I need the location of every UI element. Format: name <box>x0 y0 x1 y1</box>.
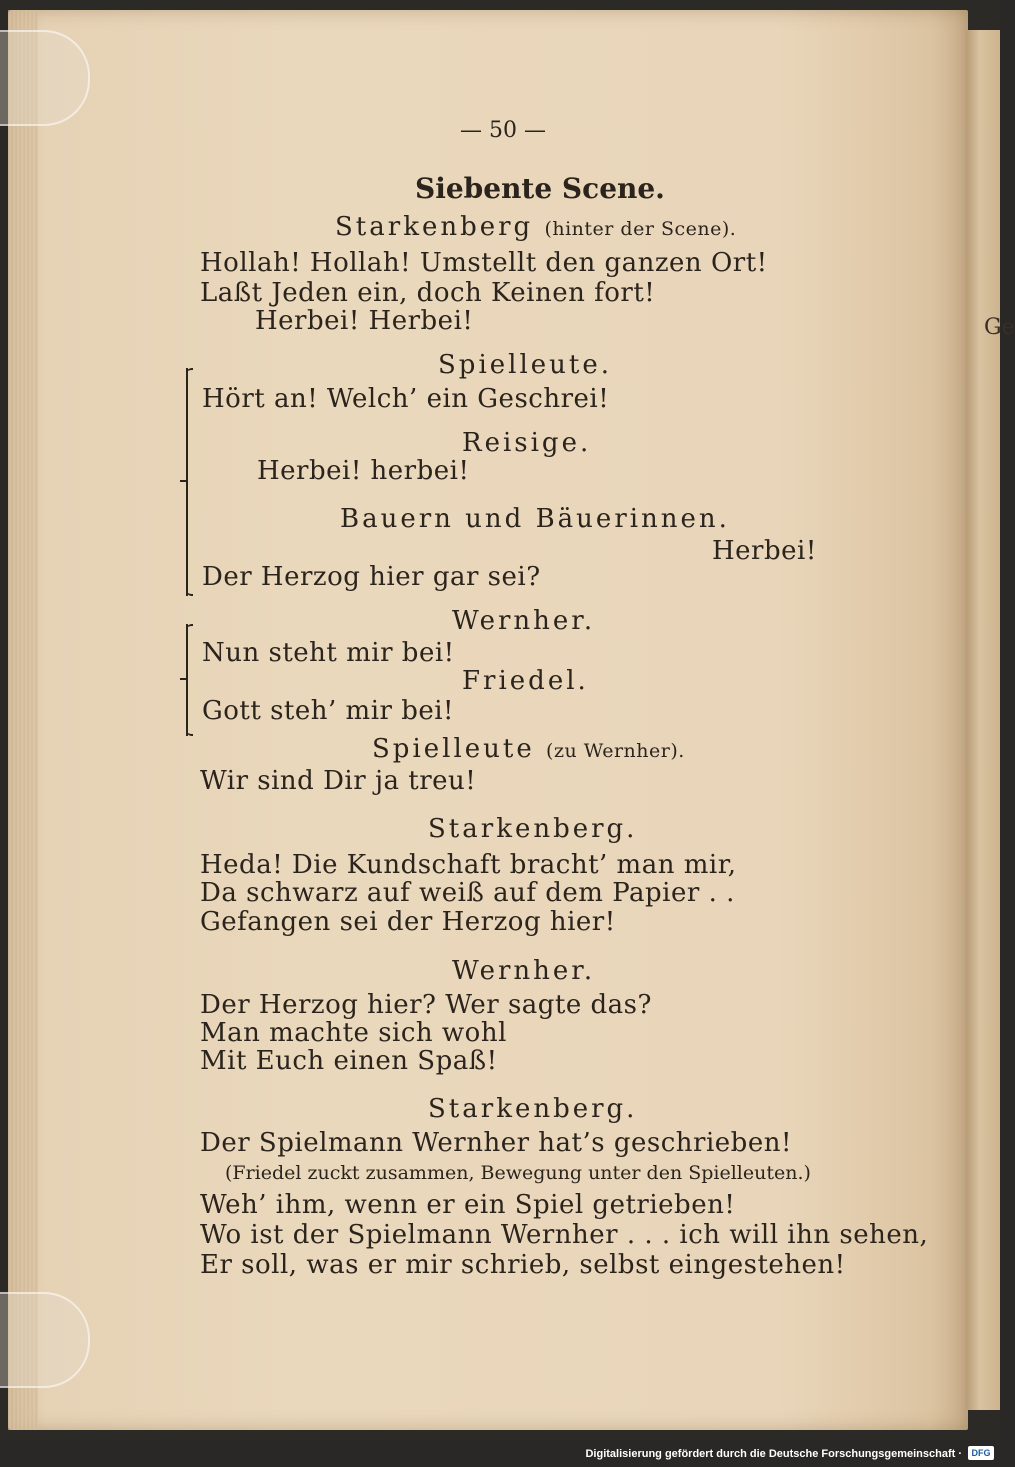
verse-line: Weh’ ihm, wenn er ein Spiel getrieben! <box>200 1190 736 1220</box>
speaker-name: Reisige. <box>462 428 592 458</box>
speaker-name: Starkenberg <box>335 212 534 242</box>
speaker-name: Wernher. <box>452 956 596 986</box>
speaker-direction: (hinter der Scene). <box>544 218 737 240</box>
speaker-heading <box>372 734 685 764</box>
verse-line: Der Herzog hier gar sei? <box>202 562 541 592</box>
page-clip-top <box>0 30 90 126</box>
verse-line: Gott steh’ mir bei! <box>202 696 454 726</box>
verse-line: Man machte sich wohl <box>200 1018 507 1048</box>
speaker-heading <box>335 212 736 242</box>
verse-line: Hollah! Hollah! Umstellt den ganzen Ort! <box>200 248 768 278</box>
verse-line: Da schwarz auf weiß auf dem Papier . . <box>200 878 735 908</box>
verse-line: Gefangen sei der Herzog hier! <box>200 907 616 937</box>
speaker-name: Starkenberg. <box>428 814 638 844</box>
verse-line: Laßt Jeden ein, doch Keinen fort! <box>200 278 656 308</box>
verse-line: Hört an! Welch’ ein Geschrei! <box>202 384 610 414</box>
page-number: — 50 — <box>460 118 546 143</box>
digitization-credit: Digitalisierung gefördert durch die Deutsche Forschungsgemeinschaft · <box>585 1448 962 1460</box>
speaker-name: Bauern und Bäuerinnen. <box>340 504 730 534</box>
verse-line: Mit Euch einen Spaß! <box>200 1046 498 1076</box>
verse-line: Herbei! Herbei! <box>255 306 474 336</box>
speaker-name: Spielleute. <box>438 350 613 380</box>
verse-line: Der Herzog hier? Wer sagte das? <box>200 990 652 1020</box>
verse-line: Heda! Die Kundschaft bracht’ man mir, <box>200 850 737 880</box>
facing-page-edge <box>966 30 1015 1410</box>
verse-line: Wo ist der Spielmann Wernher . . . ich will ihn sehen, <box>200 1220 929 1250</box>
speaker-name: Starkenberg. <box>428 1094 638 1124</box>
brace-tip <box>180 480 187 482</box>
page-stack-edge <box>8 10 38 1430</box>
verse-line: Wir sind Dir ja treu! <box>200 766 477 796</box>
verse-line: Herbei! herbei! <box>257 456 470 486</box>
verse-line: Nun steht mir bei! <box>202 638 455 668</box>
speaker-direction: (zu Wernher). <box>546 740 685 762</box>
facing-page-fragment: Ge <box>984 315 1015 340</box>
speaker-name: Wernher. <box>452 606 596 636</box>
page-clip-bottom <box>0 1292 90 1388</box>
speaker-name: Spielleute <box>372 734 535 764</box>
duet-brace <box>186 624 202 736</box>
stage-direction: (Friedel zuckt zusammen, Bewegung unter den Spielleuten.) <box>225 1162 811 1184</box>
verse-line: Er soll, was er mir schrieb, selbst eingestehen! <box>200 1250 846 1280</box>
scene-title: Siebente Scene. <box>415 172 665 205</box>
speaker-name: Friedel. <box>462 666 589 696</box>
verse-line: Herbei! <box>712 536 817 566</box>
ensemble-brace <box>186 368 202 596</box>
dfg-logo: DFG <box>968 1446 994 1460</box>
verse-line: Der Spielmann Wernher hat’s geschrieben! <box>200 1128 792 1158</box>
brace-tip <box>180 678 187 680</box>
